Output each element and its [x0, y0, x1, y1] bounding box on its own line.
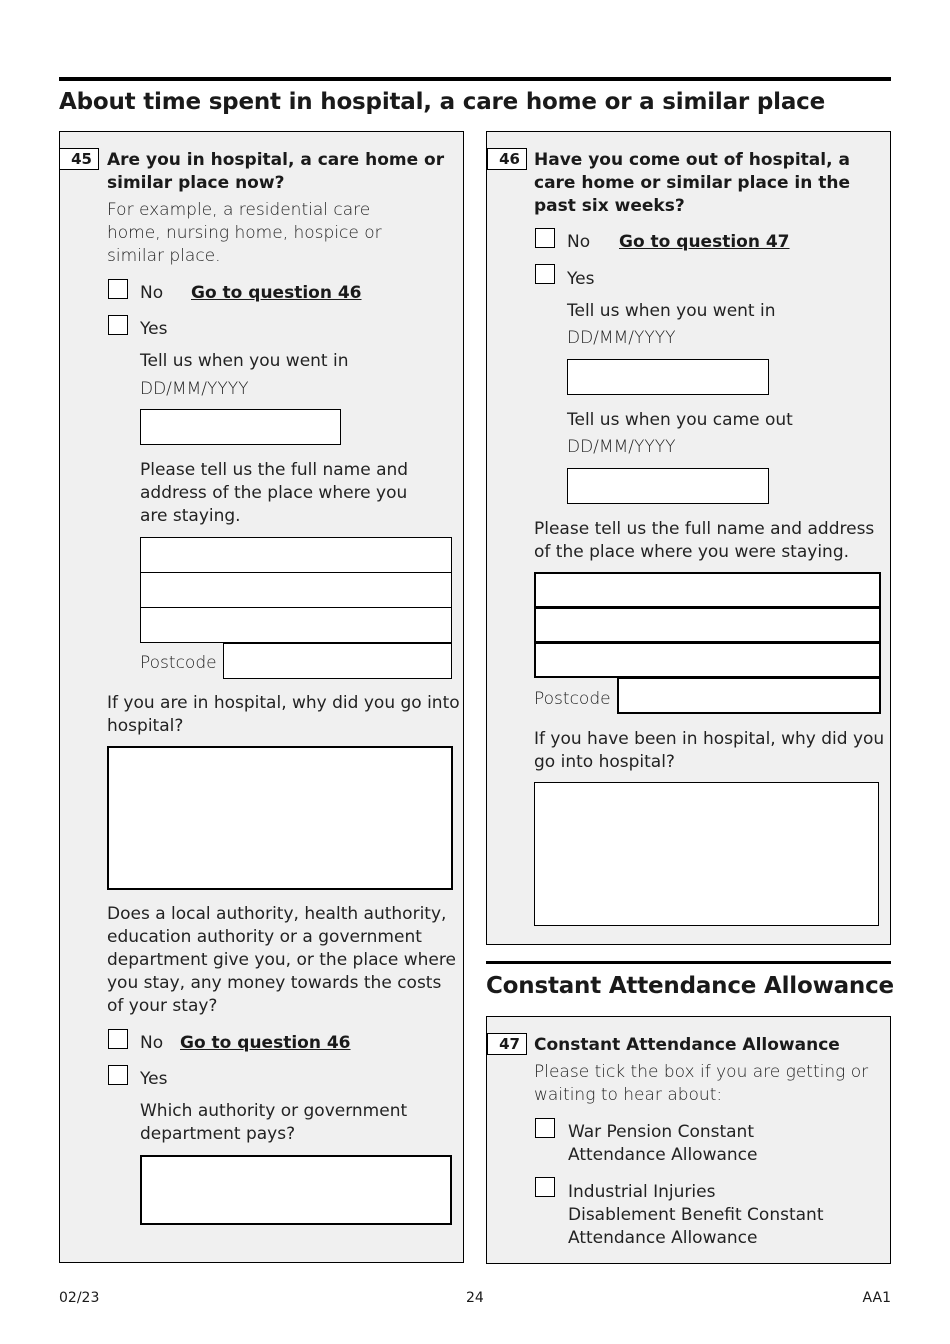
- q47-industrial-injuries-label-1: Industrial Injuries: [568, 1182, 716, 1202]
- q46-came-out-date-field[interactable]: [567, 468, 769, 504]
- question-47-hint-2: waiting to hear about:: [534, 1085, 723, 1105]
- q45-address-text-3: are staying.: [140, 506, 241, 526]
- q45-address-line-3-field[interactable]: [140, 607, 452, 643]
- q45-money-no-label: No: [140, 1033, 164, 1053]
- q46-why-text-1: If you have been in hospital, why did you: [534, 729, 885, 749]
- q47-war-pension-label-1: War Pension Constant: [568, 1122, 754, 1142]
- q46-go-to-47-link[interactable]: Go to question 47: [619, 232, 790, 252]
- q45-yes-checkbox[interactable]: [108, 315, 128, 335]
- q45-money-text-3: department give you, or the place where: [107, 950, 456, 970]
- q46-address-line-3-field[interactable]: [534, 642, 881, 678]
- q45-address-line-2-field[interactable]: [140, 572, 452, 608]
- q47-war-pension-label-2: Attendance Allowance: [568, 1145, 758, 1165]
- q46-address-line-1-field[interactable]: [534, 572, 881, 608]
- q45-money-text-5: of your stay?: [107, 996, 218, 1016]
- section-heading-hospital: About time spent in hospital, a care home or a similar place: [59, 89, 825, 115]
- question-46-title-3: past six weeks?: [534, 196, 685, 216]
- question-46-title-2: care home or similar place in the: [534, 173, 850, 193]
- footer-page-number: 24: [466, 1290, 484, 1306]
- q45-postcode-label: Postcode: [140, 653, 217, 673]
- section-heading-constant-attendance: Constant Attendance Allowance: [486, 973, 894, 999]
- q45-money-text-4: you stay, any money towards the costs: [107, 973, 442, 993]
- question-45-hint-1: For example, a residential care: [107, 200, 371, 220]
- footer-form-code: AA1: [862, 1290, 891, 1306]
- question-45-number: 45: [59, 148, 99, 170]
- question-47-title: Constant Attendance Allowance: [534, 1035, 840, 1055]
- q45-money-text-2: education authority or a government: [107, 927, 422, 947]
- q45-went-in-label: Tell us when you went in: [140, 351, 349, 371]
- q46-no-label: No: [567, 232, 591, 252]
- q45-postcode-field[interactable]: [223, 643, 452, 679]
- question-46-title-1: Have you come out of hospital, a: [534, 150, 850, 170]
- q46-why-field[interactable]: [534, 782, 879, 926]
- q45-went-in-date-field[interactable]: [140, 409, 341, 445]
- q46-postcode-field[interactable]: [617, 677, 881, 714]
- footer-date: 02/23: [59, 1290, 100, 1306]
- q45-go-to-46-link[interactable]: Go to question 46: [191, 283, 362, 303]
- question-45-title-2: similar place now?: [107, 173, 285, 193]
- q45-money-text-1: Does a local authority, health authority,: [107, 904, 447, 924]
- q46-postcode-label: Postcode: [534, 689, 611, 709]
- q46-no-checkbox[interactable]: [535, 228, 555, 248]
- q46-address-line-2-field[interactable]: [534, 607, 881, 643]
- question-45-hint-3: similar place.: [107, 246, 221, 266]
- q45-no-checkbox[interactable]: [108, 279, 128, 299]
- q45-date-format: DD/MM/YYYY: [140, 379, 249, 399]
- q46-went-in-label: Tell us when you went in: [567, 301, 776, 321]
- q45-money-go-to-46-link[interactable]: Go to question 46: [180, 1033, 351, 1053]
- q46-went-in-date-field[interactable]: [567, 359, 769, 395]
- q45-which-text-2: department pays?: [140, 1124, 296, 1144]
- q46-yes-checkbox[interactable]: [535, 264, 555, 284]
- q45-why-field[interactable]: [107, 746, 453, 890]
- q46-came-out-date-format: DD/MM/YYYY: [567, 437, 676, 457]
- q46-yes-label: Yes: [567, 269, 595, 289]
- q45-which-text-1: Which authority or government: [140, 1101, 408, 1121]
- q47-industrial-injuries-label-3: Attendance Allowance: [568, 1228, 758, 1248]
- q46-address-text-2: of the place where you were staying.: [534, 542, 850, 562]
- question-45-title-1: Are you in hospital, a care home or: [107, 150, 445, 170]
- q46-came-out-label: Tell us when you came out: [567, 410, 793, 430]
- q45-money-yes-label: Yes: [140, 1069, 168, 1089]
- q45-money-yes-checkbox[interactable]: [108, 1065, 128, 1085]
- q45-why-text-2: hospital?: [107, 716, 184, 736]
- q45-money-no-checkbox[interactable]: [108, 1029, 128, 1049]
- question-45-hint-2: home, nursing home, hospice or: [107, 223, 382, 243]
- q46-went-in-date-format: DD/MM/YYYY: [567, 328, 676, 348]
- q47-industrial-injuries-checkbox[interactable]: [535, 1177, 555, 1197]
- question-47-hint-1: Please tick the box if you are getting or: [534, 1062, 869, 1082]
- section-rule-constant-attendance: [486, 961, 891, 964]
- section-rule-top: [59, 77, 891, 81]
- q45-yes-label: Yes: [140, 319, 168, 339]
- q45-address-text-2: address of the place where you: [140, 483, 408, 503]
- q46-address-text-1: Please tell us the full name and address: [534, 519, 875, 539]
- q45-address-line-1-field[interactable]: [140, 537, 452, 573]
- q47-industrial-injuries-label-2: Disablement Benefit Constant: [568, 1205, 824, 1225]
- q45-why-text-1: If you are in hospital, why did you go into: [107, 693, 460, 713]
- question-47-number: 47: [487, 1033, 527, 1055]
- q46-why-text-2: go into hospital?: [534, 752, 675, 772]
- q45-address-text-1: Please tell us the full name and: [140, 460, 409, 480]
- q45-which-authority-field[interactable]: [140, 1155, 452, 1225]
- q45-no-label: No: [140, 283, 164, 303]
- q47-war-pension-checkbox[interactable]: [535, 1118, 555, 1138]
- question-46-number: 46: [487, 148, 527, 170]
